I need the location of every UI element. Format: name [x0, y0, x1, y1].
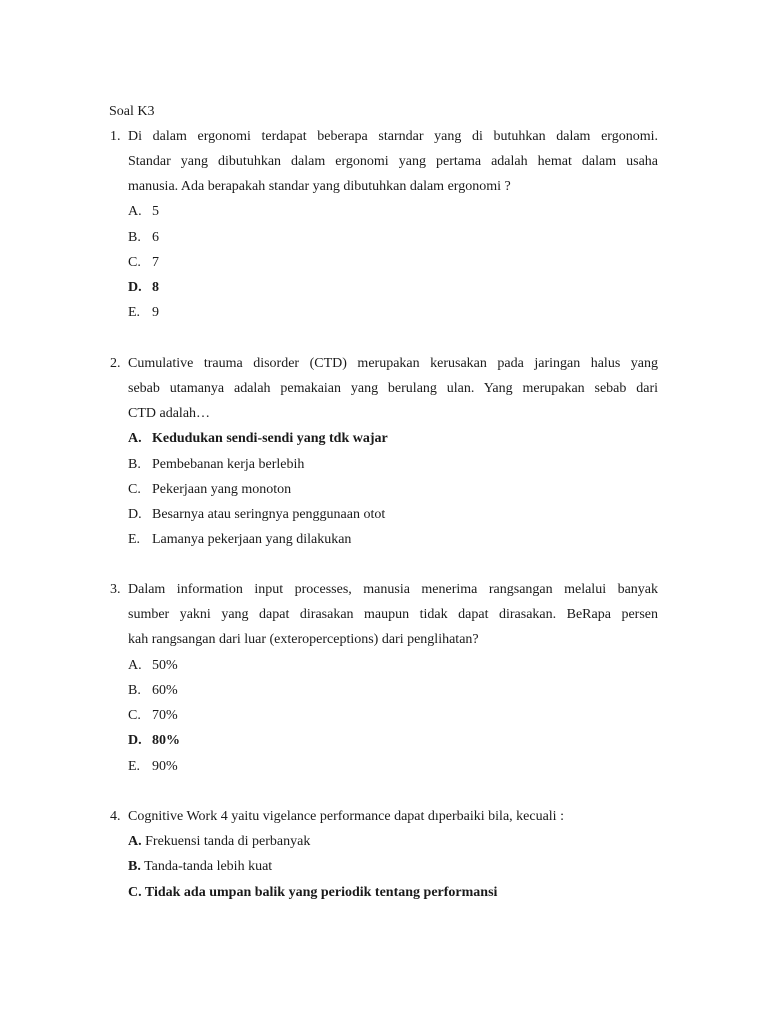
option-text-correct: Tidak ada umpan balik yang periodik tentang performansi [144, 885, 498, 900]
question-text-line: Standar yang dibutuhkan dalam ergonomi yang pertama adalah hemat dalam usaha [128, 154, 658, 169]
option-letter: C. [128, 255, 141, 270]
option-letter: E. [128, 759, 141, 774]
option-text: 70% [152, 708, 178, 723]
option-text: Pekerjaan yang monoton [152, 482, 292, 497]
option-row [128, 832, 310, 852]
option-letter: E. [128, 532, 141, 547]
question-text-line: CTD adalah… [128, 406, 211, 421]
option-text: 7 [152, 255, 159, 270]
option-letter-correct: D. [128, 280, 142, 295]
question-number: 1. [110, 129, 121, 144]
option-letter: A. [128, 834, 142, 849]
option-text-correct: Kedudukan sendi-sendi yang tdk wajar [152, 431, 388, 446]
option-text: Besarnya atau seringnya penggunaan otot [152, 507, 386, 522]
option-row [128, 857, 272, 877]
question-text-line: kah rangsangan dari luar (exteroperceptions) dari penglihatan? [128, 632, 479, 647]
option-letter: A. [128, 204, 142, 219]
option-letter-correct: A. [128, 431, 142, 446]
option-text-correct: 8 [152, 280, 159, 295]
option-letter: E. [128, 305, 141, 320]
question-text-line: sebab utamanya adalah pemakaian yang berulang ulan. Yang merupakan sebab dari [128, 381, 658, 396]
option-text-correct: 80% [152, 733, 180, 748]
option-letter-correct: D. [128, 733, 142, 748]
option-letter: C. [128, 482, 141, 497]
option-letter: B. [128, 683, 141, 698]
question-text-line: manusia. Ada berapakah standar yang dibutuhkan dalam ergonomi ? [128, 179, 511, 194]
option-letter: B. [128, 230, 141, 245]
option-text: 60% [152, 683, 178, 698]
option-letter: C. [128, 708, 141, 723]
option-text: 5 [152, 204, 159, 219]
question-number: 3. [110, 582, 121, 597]
option-letter-correct: C. [128, 885, 142, 900]
option-text: Pembebanan kerja berlebih [152, 457, 305, 472]
option-letter: A. [128, 658, 142, 673]
option-letter: B. [128, 859, 141, 874]
question-number: 4. [110, 809, 121, 824]
option-letter: D. [128, 507, 142, 522]
question-text-line: sumber yakni yang dapat dirasakan maupun tidak dapat dirasakan. BeRapa persen [128, 607, 658, 622]
option-text: 9 [152, 305, 159, 320]
question-number: 2. [110, 356, 121, 371]
option-text: Frekuensi tanda di perbanyak [145, 834, 311, 849]
question-text-line: Cognitive Work 4 yaitu vigelance performance dapat dıperbaiki bila, kecuali : [128, 809, 564, 824]
question-text-line: Di dalam ergonomi terdapat beberapa starndar yang di butuhkan dalam ergonomi. [128, 129, 658, 144]
option-row-correct [128, 883, 497, 903]
option-text: Tanda-tanda lebih kuat [144, 859, 273, 874]
option-text: 50% [152, 658, 178, 673]
option-text: Lamanya pekerjaan yang dilakukan [152, 532, 352, 547]
option-text: 90% [152, 759, 178, 774]
question-text-line: Dalam information input processes, manusia menerima rangsangan melalui banyak [128, 582, 658, 597]
question-text-line: Cumulative trauma disorder (CTD) merupakan kerusakan pada jaringan halus yang [128, 356, 658, 371]
option-text: 6 [152, 230, 159, 245]
option-letter: B. [128, 457, 141, 472]
document-title: Soal K3 [109, 104, 155, 119]
